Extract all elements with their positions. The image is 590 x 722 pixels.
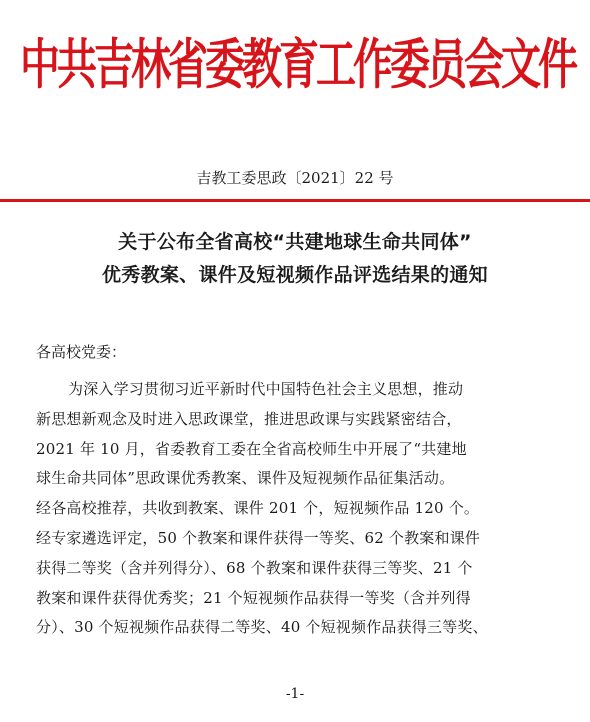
notice-title-line-2: 优秀教案、课件及短视频作品评选结果的通知 — [101, 264, 488, 286]
red-divider-line — [0, 199, 590, 202]
body-line: 球生命共同体”思政课优秀教案、课件及短视频作品征集活动。 — [36, 469, 455, 488]
body-line: 教案和课件获得优秀奖；21 个短视频作品获得一等奖（含并列得 — [36, 588, 471, 607]
notice-title-line-1: 关于公布全省高校“共建地球生命共同体” — [118, 231, 472, 253]
body-line: 经专家遴选评定，50 个教案和课件获得一等奖、62 个教案和课件 — [36, 528, 481, 547]
body-line: 分）、30 个短视频作品获得二等奖、40 个短视频作品获得三等奖、 — [36, 618, 488, 637]
document-header-title: 中共吉林省委教育工作委员会文件 — [20, 34, 575, 97]
document-number: 吉教工委思政〔2021〕22 号 — [196, 169, 394, 187]
body-line: 经各高校推荐，共收到教案、课件 201 个，短视频作品 120 个。 — [36, 499, 480, 518]
body-line: 获得二等奖（含并列得分）、68 个教案和课件获得三等奖、21 个 — [36, 558, 473, 577]
body-line: 2021 年 10 月，省委教育工委在全省高校师生中开展了“共建地 — [36, 439, 467, 458]
addressee: 各高校党委： — [36, 343, 127, 361]
page-number: -1- — [285, 686, 305, 702]
notice-title — [0, 226, 590, 292]
body-line: 为深入学习贯彻习近平新时代中国特色社会主义思想，推动 — [68, 380, 464, 398]
body-line: 新思想新观念及时进入思政课堂，推进思政课与实践紧密结合， — [36, 409, 462, 428]
body-text — [36, 375, 558, 643]
